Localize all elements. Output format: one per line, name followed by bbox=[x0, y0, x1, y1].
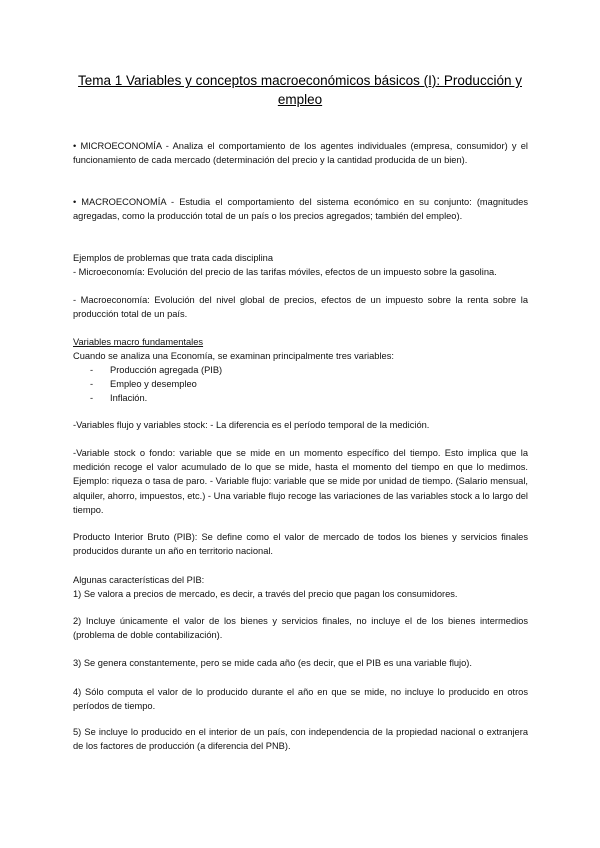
list-item: - Inflación. bbox=[90, 393, 148, 404]
pib-definition: Producto Interior Bruto (PIB): Se define como el valor de mercado de todos los bienes y servicios finales producidos durante un año en territorio nacional. bbox=[73, 532, 528, 557]
characteristics-heading: Algunas características del PIB: bbox=[73, 575, 205, 585]
examples-macro: - Macroeconomía: Evolución del nivel global de precios, efectos de un impuesto sobre la renta sobre la producción total de un país. bbox=[73, 295, 528, 320]
flow-stock-paragraph: -Variables flujo y variables stock: - La diferencia es el período temporal de la medición. bbox=[73, 420, 430, 430]
variables-heading: Variables macro fundamentales bbox=[73, 337, 204, 347]
variables-intro: Cuando se analiza una Economía, se examinan principalmente tres variables: bbox=[73, 351, 394, 361]
examples-micro: - Microeconomía: Evolución del precio de las tarifas móviles, efectos de un impuesto sobre la gasolina. bbox=[73, 267, 497, 277]
micro-paragraph: • MICROECONOMÍA - Analiza el comportamiento de los agentes individuales (empresa, consumidor) y el funcionamiento de cada mercado (determinación del precio y la cantidad producida de un bien). bbox=[73, 141, 528, 166]
characteristic-3: 3) Se genera constantemente, pero se mide cada año (es decir, que el PIB es una variable flujo). bbox=[73, 658, 472, 668]
characteristic-2: 2) Incluye únicamente el valor de los bienes y servicios finales, no incluye el de los bienes intermedios (problema de doble contabilización). bbox=[73, 616, 528, 641]
variables-list bbox=[90, 363, 510, 406]
characteristic-4: 4) Sólo computa el valor de lo producido durante el año en que se mide, no incluye lo producido en otros períodos de tiempo. bbox=[73, 687, 528, 712]
examples-heading: Ejemplos de problemas que trata cada disciplina bbox=[73, 253, 273, 263]
characteristic-1: 1) Se valora a precios de mercado, es decir, a través del precio que pagan los consumidores. bbox=[73, 589, 458, 599]
characteristic-5: 5) Se incluye lo producido en el interior de un país, con independencia de la propiedad nacional o extranjera de los factores de producción (a diferencia del PNB). bbox=[73, 727, 528, 752]
list-item: - Producción agregada (PIB) bbox=[90, 365, 223, 375]
stock-definition: -Variable stock o fondo: variable que se mide en un momento específico del tiempo. Esto implica que la medición recoge el valor acumulado de lo que se mide, hasta el momento del tiempo en que lo medimos. Ejemplo: riqueza o tasa de paro. - Variable flujo: variable que se mide por unidad de tiempo. (Salario mensual, alquiler, ahorro, impuestos, etc.) - Una variable flujo recoge las variaciones de las variables stock a lo largo del tiempo. bbox=[73, 448, 528, 515]
document-title: Tema 1 Variables y conceptos macroeconómicos básicos (I): Producción y empleo bbox=[78, 73, 522, 107]
macro-paragraph: • MACROECONOMÍA - Estudia el comportamiento del sistema económico en su conjunto: (magnitudes agregadas, como la producción total de un país o los precios agregados; también del empleo). bbox=[73, 197, 528, 222]
list-item: - Empleo y desempleo bbox=[90, 379, 197, 390]
